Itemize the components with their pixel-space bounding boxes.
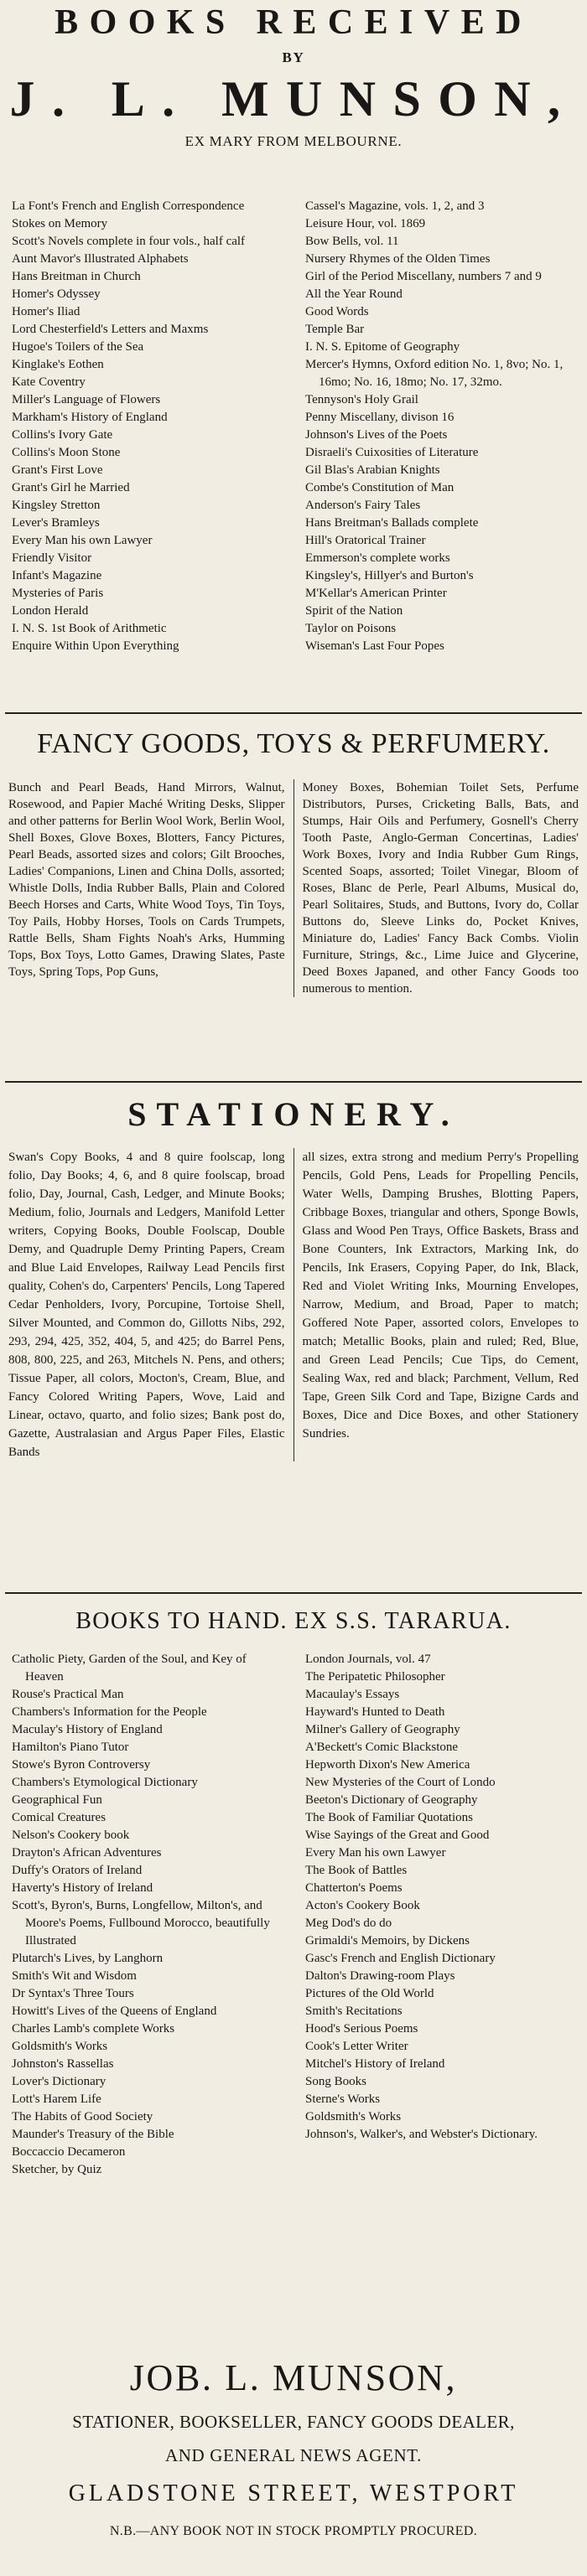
books-left-column <box>8 198 294 655</box>
book-list-item: Stowe's Byron Controversy <box>12 1758 151 1772</box>
book-list-item: Song Books <box>305 2075 366 2088</box>
book-list-item: Beeton's Dictionary of Geography <box>305 1793 478 1807</box>
book-list-item: Leisure Hour, vol. 1869 <box>305 217 426 230</box>
fancy-right-column: Money Boxes, Bohemian Toilet Sets, Perfume Distributors, Purses, Cricketing Balls, Bats, and Stumps, Hair Oils and Perfumery, Gosnell's Cherry Tooth Paste, Anglo-German Concertinas, Ladies' Work Boxes, Ivory and India Rubber Gum Rings, Scented Soaps, assorted; Toilet Vinegar, Bloom of Roses, Blanc de Perle, Pearl Albums, Musical do, Pearl Solitaires, Studs, and Buttons, Ivory do, Collar Buttons do, Sleeve Links do, Pocket Knives, Miniature do, Ladies' Fancy Back Combs. Violin Furniture, Strings, &c., Lime Juice and Glycerine, Deed Boxes Japaned, and other Fancy Goods too numerous to mention. <box>294 779 579 997</box>
book-list-item: Goldsmith's Works <box>12 2040 108 2053</box>
book-list-item: Gil Blas's Arabian Knights <box>305 463 440 477</box>
book-list-item: Mysteries of Paris <box>12 587 104 600</box>
book-list-item: Drayton's African Adventures <box>12 1846 162 1860</box>
book-list-item: Hayward's Hunted to Death <box>305 1705 445 1719</box>
books-right-column <box>294 198 579 655</box>
merchant-name: J. L. MUNSON, <box>9 71 578 127</box>
book-list-item: Homer's Odyssey <box>12 287 101 301</box>
fancy-left-column: Bunch and Pearl Beads, Hand Mirrors, Walnut, Rosewood, and Papier Maché Writing Desks, Slipper and other patterns for Berlin Wool Work, Berlin Wool, Shell Boxes, Glove Boxes, Blotters, Fancy Pictures, Pearl Beads, assorted sizes and colors; Gilt Brooches, Ladies' Companions, Linen and China Dolls, assorted; Whistle Dolls, India Rubber Balls, Plain and Colored Beech Horses and Carts, White Wood Toys, Tin Toys, Toy Pails, Hobby Horses, Tools on Cards Trumpets, Rattle Bells, Sham Fights Noah's Arks, Humming Tops, Box Toys, Lotto Games, Drawing Slates, Paste Toys, Spring Tops, Pop Guns, <box>8 781 285 979</box>
book-list-item: I. N. S. 1st Book of Arithmetic <box>12 622 167 635</box>
book-list-item: Maunder's Treasury of the Bible <box>12 2128 174 2141</box>
books-received-heading <box>0 2 587 151</box>
title-books-received: BOOKS RECEIVED <box>55 3 532 42</box>
book-list-item: Chatterton's Poems <box>305 1881 403 1895</box>
book-list-item: Taylor on Poisons <box>305 622 397 635</box>
book-list-item: Smith's Wit and Wisdom <box>12 1969 137 1983</box>
book-list-item: Anderson's Fairy Tales <box>305 499 421 512</box>
stationery-right-column: all sizes, extra strong and medium Perry's Propelling Pencils, Gold Pens, Leads for Propelling Pencils, Water Wells, Damping Brushes, Blotting Papers, Cribbage Boxes, triangular and others, Sponge Bowls, Glass and Wood Pen Trays, Office Baskets, Brass and Bone Counters, Ink Extractors, Marking Ink, do Pencils, Ink Erasers, Copying Paper, do Ink, Black, Red and Violet Writing Inks, Mourning Envelopes, Narrow, Medium, and Broad, Paper to match; Goffered Note Paper, assorted colors, Envelopes to match; Metallic Books, plain and ruled; Red, Blue, and Green Lead Pencils; Cue Tips, do Cement, Sealing Wax, red and black; Parchment, Vellum, Red Tape, Green Silk Cord and Tape, Bizigne Cards and Boxes, Dice and Dice Boxes, and other Stationery Sundries. <box>294 1148 579 1461</box>
book-list-item: Nursery Rhymes of the Olden Times <box>305 252 491 266</box>
book-list-item: Duffy's Orators of Ireland <box>12 1864 143 1877</box>
book-list-item: Collins's Ivory Gate <box>12 428 113 442</box>
book-list-item: Penny Miscellany, divison 16 <box>305 411 455 424</box>
book-list-item: Chambers's Information for the People <box>12 1705 207 1719</box>
book-list-item: Lott's Harem Life <box>12 2092 101 2106</box>
book-list-item: Stokes on Memory <box>12 217 108 230</box>
stationery-left-column: Swan's Copy Books, 4 and 8 quire foolscap, long folio, Day Books; 4, 6, and 8 quire foolscap, broad folio, Day, Journal, Cash, Ledger, and Minute Books; Medium, folio, Journals and Ledgers, Manifold Letter writers, Copying Books, Double Foolscap, Double Demy, and Quadruple Demy Printing Papers, Cream and Blue Laid Envelopes, Railway Lead Pencils first quality, Cohen's do, Carpenters' Pencils, Long Tapered Cedar Penholders, Ivory, Porcupine, Tortoise Shell, Silver Mounted, and Common do, Gillotts Nibs, 292, 293, 294, 425, 352, 404, 5, and 425; do Barrel Pens, 808, 800, 225, and 263, Mitchels N. Pens, and others; Tissue Paper, all colors, Mocton's, Cream, Blue, and Fancy Colored Writing Papers, Wove, Laid and Linear, octavo, quarto, and folio sizes; Bank post do, Gazette, Australasian and Argus Paper Files, Elastic Bands <box>8 1151 285 1459</box>
divider-3 <box>5 1592 582 1594</box>
book-list-item: Scott's, Byron's, Burns, Longfellow, Milton's, and Moore's Poems, Fullbound Morocco, beautifully Illustrated <box>12 1899 270 1948</box>
book-list-item: The Book of Familiar Quotations <box>305 1811 473 1824</box>
book-list-item: Johnson's, Walker's, and Webster's Dictionary. <box>305 2128 538 2141</box>
by-label: BY <box>282 49 305 65</box>
book-list-item: M'Kellar's American Printer <box>305 587 447 600</box>
book-list-item: New Mysteries of the Court of Londo <box>305 1776 496 1789</box>
book-list-item: Howitt's Lives of the Queens of England <box>12 2004 217 2018</box>
footer-address: GLADSTONE STREET, WESTPORT <box>68 2480 519 2506</box>
divider-1 <box>5 712 582 714</box>
book-list-item: All the Year Round <box>305 287 403 301</box>
footer-note: N.B.—ANY BOOK NOT IN STOCK PROMPTLY PROCURED. <box>109 2524 478 2538</box>
book-list-item: Hans Breitman's Ballads complete <box>305 516 479 530</box>
book-list-item: Scott's Novels complete in four vols., half calf <box>12 235 246 248</box>
book-list-item: Emmerson's complete works <box>305 551 450 565</box>
book-list-item: Meg Dod's do do <box>305 1916 392 1930</box>
book-list-item: Homer's Iliad <box>12 305 81 318</box>
tararua-list <box>0 1651 587 2179</box>
divider-2 <box>5 1081 582 1083</box>
book-list-item: Catholic Piety, Garden of the Soul, and Key of Heaven <box>12 1653 247 1684</box>
ship-subtitle: EX MARY FROM MELBOURNE. <box>184 133 403 149</box>
book-list-item: Collins's Moon Stone <box>12 446 121 459</box>
book-list-item: Mercer's Hymns, Oxford edition No. 1, 8vo; No. 1, 16mo; No. 16, 18mo; No. 17, 32mo. <box>305 358 564 389</box>
book-list-item: Lover's Dictionary <box>12 2075 106 2088</box>
tararua-left-column <box>8 1651 294 2179</box>
book-list-item: Girl of the Period Miscellany, numbers 7 and 9 <box>305 270 542 283</box>
books-received-list <box>0 198 587 655</box>
book-list-item: La Font's French and English Correspondence <box>12 199 245 213</box>
book-list-item: Disraeli's Cuixosities of Literature <box>305 446 479 459</box>
book-list-item: Charles Lamb's complete Works <box>12 2022 175 2035</box>
book-list-item: Aunt Mavor's Illustrated Alphabets <box>12 252 189 266</box>
book-list-item: Sketcher, by Quiz <box>12 2163 102 2176</box>
book-list-item: Goldsmith's Works <box>305 2110 402 2123</box>
book-list-item: Haverty's History of Ireland <box>12 1881 153 1895</box>
book-list-item: Pictures of the Old World <box>305 1987 434 2000</box>
book-list-item: London Journals, vol. 47 <box>305 1653 431 1666</box>
book-list-item: Grant's First Love <box>12 463 103 477</box>
book-list-item: Tennyson's Holy Grail <box>305 393 418 406</box>
book-list-item: Bow Bells, vol. 11 <box>305 235 399 248</box>
book-list-item: Acton's Cookery Book <box>305 1899 420 1912</box>
tararua-right-column <box>294 1651 579 2179</box>
book-list-item: Cook's Letter Writer <box>305 2040 408 2053</box>
book-list-item: The Habits of Good Society <box>12 2110 153 2123</box>
book-list-item: Kinglake's Eothen <box>12 358 104 371</box>
book-list-item: The Book of Battles <box>305 1864 408 1877</box>
book-list-item: Combe's Constitution of Man <box>305 481 455 494</box>
stationery-body <box>0 1148 587 1461</box>
book-list-item: Rouse's Practical Man <box>12 1688 124 1701</box>
book-list-item: Chambers's Etymological Dictionary <box>12 1776 198 1789</box>
book-list-item: Hood's Serious Poems <box>305 2022 418 2035</box>
fancy-goods-heading: FANCY GOODS, TOYS & PERFUMERY. <box>37 728 550 759</box>
book-list-item: Mitchel's History of Ireland <box>305 2057 445 2071</box>
book-list-item: Infant's Magazine <box>12 569 102 582</box>
fancy-goods-body <box>0 779 587 997</box>
book-list-item: Johnson's Lives of the Poets <box>305 428 448 442</box>
book-list-item: Kingsley Stretton <box>12 499 101 512</box>
book-list-item: Maculay's History of England <box>12 1723 163 1736</box>
book-list-item: Milner's Gallery of Geography <box>305 1723 460 1736</box>
book-list-item: A'Beckett's Comic Blackstone <box>305 1741 459 1754</box>
book-list-item: Johnston's Rassellas <box>12 2057 114 2071</box>
book-list-item: Hugoe's Toilers of the Sea <box>12 340 144 354</box>
footer-block <box>0 2355 587 2542</box>
stationery-heading: STATIONERY. <box>127 1095 460 1133</box>
book-list-item: Every Man his own Lawyer <box>305 1846 446 1860</box>
book-list-item: Cassel's Magazine, vols. 1, 2, and 3 <box>305 199 485 213</box>
book-list-item: Grimaldi's Memoirs, by Dickens <box>305 1934 470 1948</box>
book-list-item: Wiseman's Last Four Popes <box>305 639 444 653</box>
book-list-item: Kingsley's, Hillyer's and Burton's <box>305 569 474 582</box>
book-list-item: Plutarch's Lives, by Langhorn <box>12 1952 164 1965</box>
book-list-item: Dr Syntax's Three Tours <box>12 1987 134 2000</box>
book-list-item: Grant's Girl he Married <box>12 481 130 494</box>
book-list-item: Good Words <box>305 305 369 318</box>
book-list-item: Enquire Within Upon Everything <box>12 639 179 653</box>
book-list-item: Miller's Language of Flowers <box>12 393 161 406</box>
book-list-item: Dalton's Drawing-room Plays <box>305 1969 455 1983</box>
book-list-item: Gasc's French and English Dictionary <box>305 1952 496 1965</box>
footer-trade: STATIONER, BOOKSELLER, FANCY GOODS DEALER, <box>72 2412 515 2432</box>
book-list-item: Hans Breitman in Church <box>12 270 141 283</box>
book-list-item: Spirit of the Nation <box>305 604 403 618</box>
book-list-item: Markham's History of England <box>12 411 168 424</box>
footer-agent: AND GENERAL NEWS AGENT. <box>164 2445 423 2465</box>
book-list-item: Sterne's Works <box>305 2092 381 2106</box>
book-list-item: Smith's Recitations <box>305 2004 403 2018</box>
footer-name: JOB. L. MUNSON, <box>129 2357 458 2398</box>
tararua-heading: BOOKS TO HAND. EX S.S. TARARUA. <box>75 1608 512 1634</box>
book-list-item: Geographical Fun <box>12 1793 102 1807</box>
book-list-item: Kate Coventry <box>12 375 86 389</box>
book-list-item: Temple Bar <box>305 323 365 336</box>
book-list-item: Comical Creatures <box>12 1811 106 1824</box>
book-list-item: Boccaccio Decameron <box>12 2145 126 2159</box>
book-list-item: Nelson's Cookery book <box>12 1829 130 1842</box>
book-list-item: Hepworth Dixon's New America <box>305 1758 470 1772</box>
book-list-item: London Herald <box>12 604 89 618</box>
book-list-item: Hamilton's Piano Tutor <box>12 1741 129 1754</box>
book-list-item: Macaulay's Essays <box>305 1688 400 1701</box>
book-list-item: Lever's Bramleys <box>12 516 100 530</box>
book-list-item: Every Man his own Lawyer <box>12 534 153 547</box>
book-list-item: The Peripatetic Philosopher <box>305 1670 445 1684</box>
book-list-item: Lord Chesterfield's Letters and Maxms <box>12 323 209 336</box>
book-list-item: Wise Sayings of the Great and Good <box>305 1829 490 1842</box>
book-list-item: I. N. S. Epitome of Geography <box>305 340 460 354</box>
book-list-item: Friendly Visitor <box>12 551 92 565</box>
book-list-item: Hill's Oratorical Trainer <box>305 534 426 547</box>
